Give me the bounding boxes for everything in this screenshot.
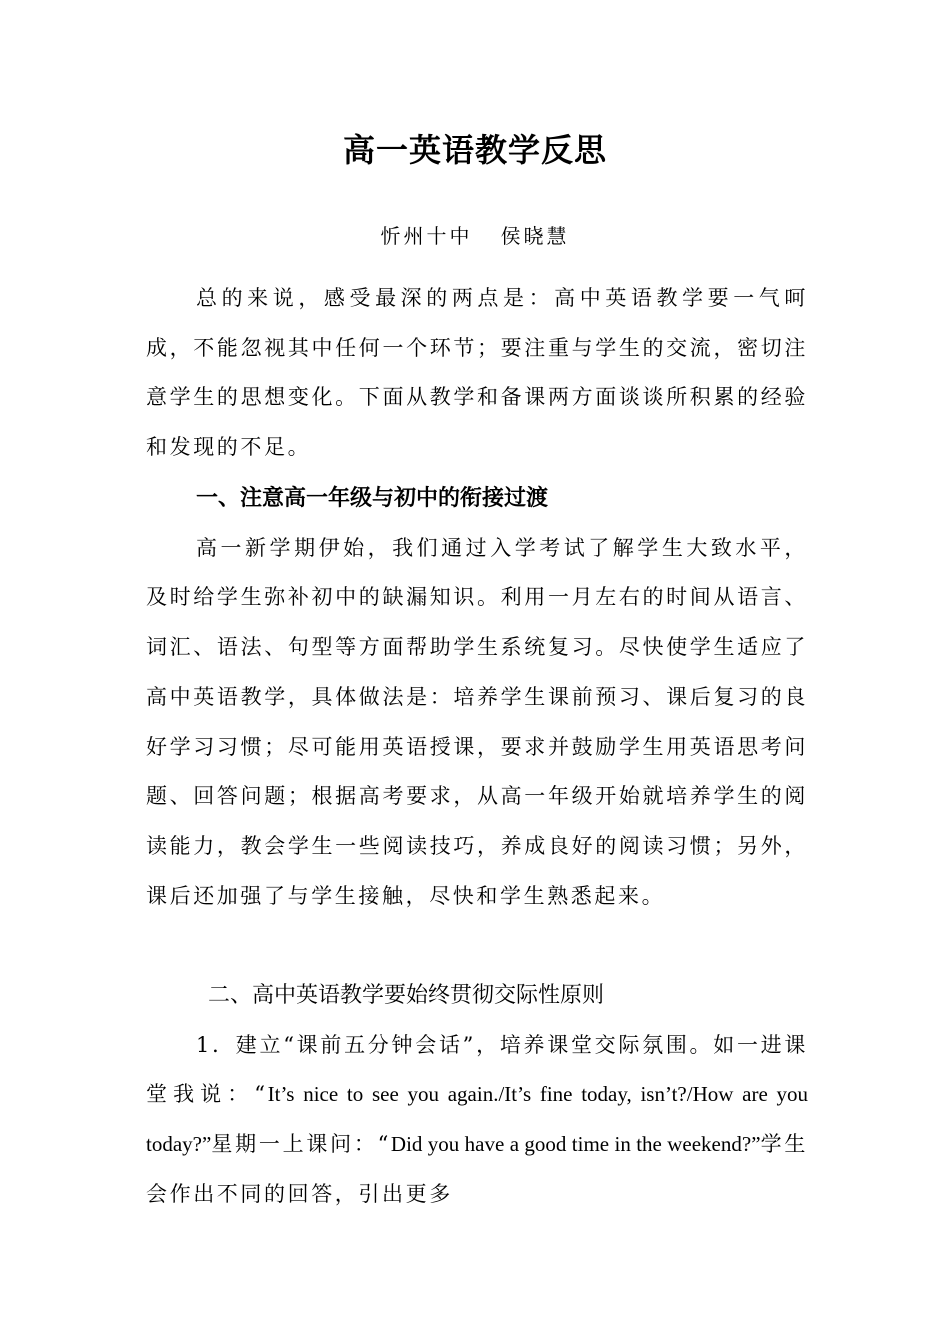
section-2-item-1: [146, 1021, 808, 1220]
section-1-heading: 一、注意高一年级与初中的衔接过渡: [196, 486, 549, 511]
item-1-quote-1: It’s nice to see you again./It’s fine today, isn’t?/How are you today?”: [146, 1082, 808, 1157]
item-1-tail: 学生会作出不同的回答，引出更多: [146, 1132, 808, 1206]
intro-paragraph: 总的来说，感受最深的两点是：高中英语教学要一气呵成，不能忽视其中任何一个环节；要注重与学生的交流，密切注意学生的思想变化。下面从教学和备课两方面谈谈所积累的经验和发现的不足。: [146, 286, 808, 460]
item-1-quote-2: Did you have a good time in the weekend?”: [390, 1132, 761, 1157]
section-2-heading: 二、高中英语教学要始终贯彻交际性原则: [208, 983, 605, 1008]
section-2: [146, 971, 808, 1220]
item-1-lead: 1．建立“课前五分钟会话”，培养课堂交际氛围。如一进课堂我说：“: [146, 1032, 808, 1107]
section-1-paragraph: 高一新学期伊始，我们通过入学考试了解学生大致水平，及时给学生弥补初中的缺漏知识。利用一月左右的时间从语言、词汇、语法、句型等方面帮助学生系统复习。尽快使学生适应了高中英语教学，具体做法是：培养学生课前预习、课后复习的良好学习习惯；尽可能用英语授课，要求并鼓励学生用英语思考问题、回答问题；根据高考要求，从高一年级开始就培养学生的阅读能力，教会学生一些阅读技巧，养成良好的阅读习惯；另外，课后还加强了与学生接触，尽快和学生熟悉起来。: [146, 535, 808, 908]
document-title: 高一英语教学反思: [342, 131, 607, 169]
item-1-mid: 星期一上课问：“: [211, 1132, 391, 1157]
intro-block: [146, 274, 808, 473]
author-line: 忻州十中 侯晓慧: [380, 224, 570, 248]
section-1: [146, 474, 808, 921]
